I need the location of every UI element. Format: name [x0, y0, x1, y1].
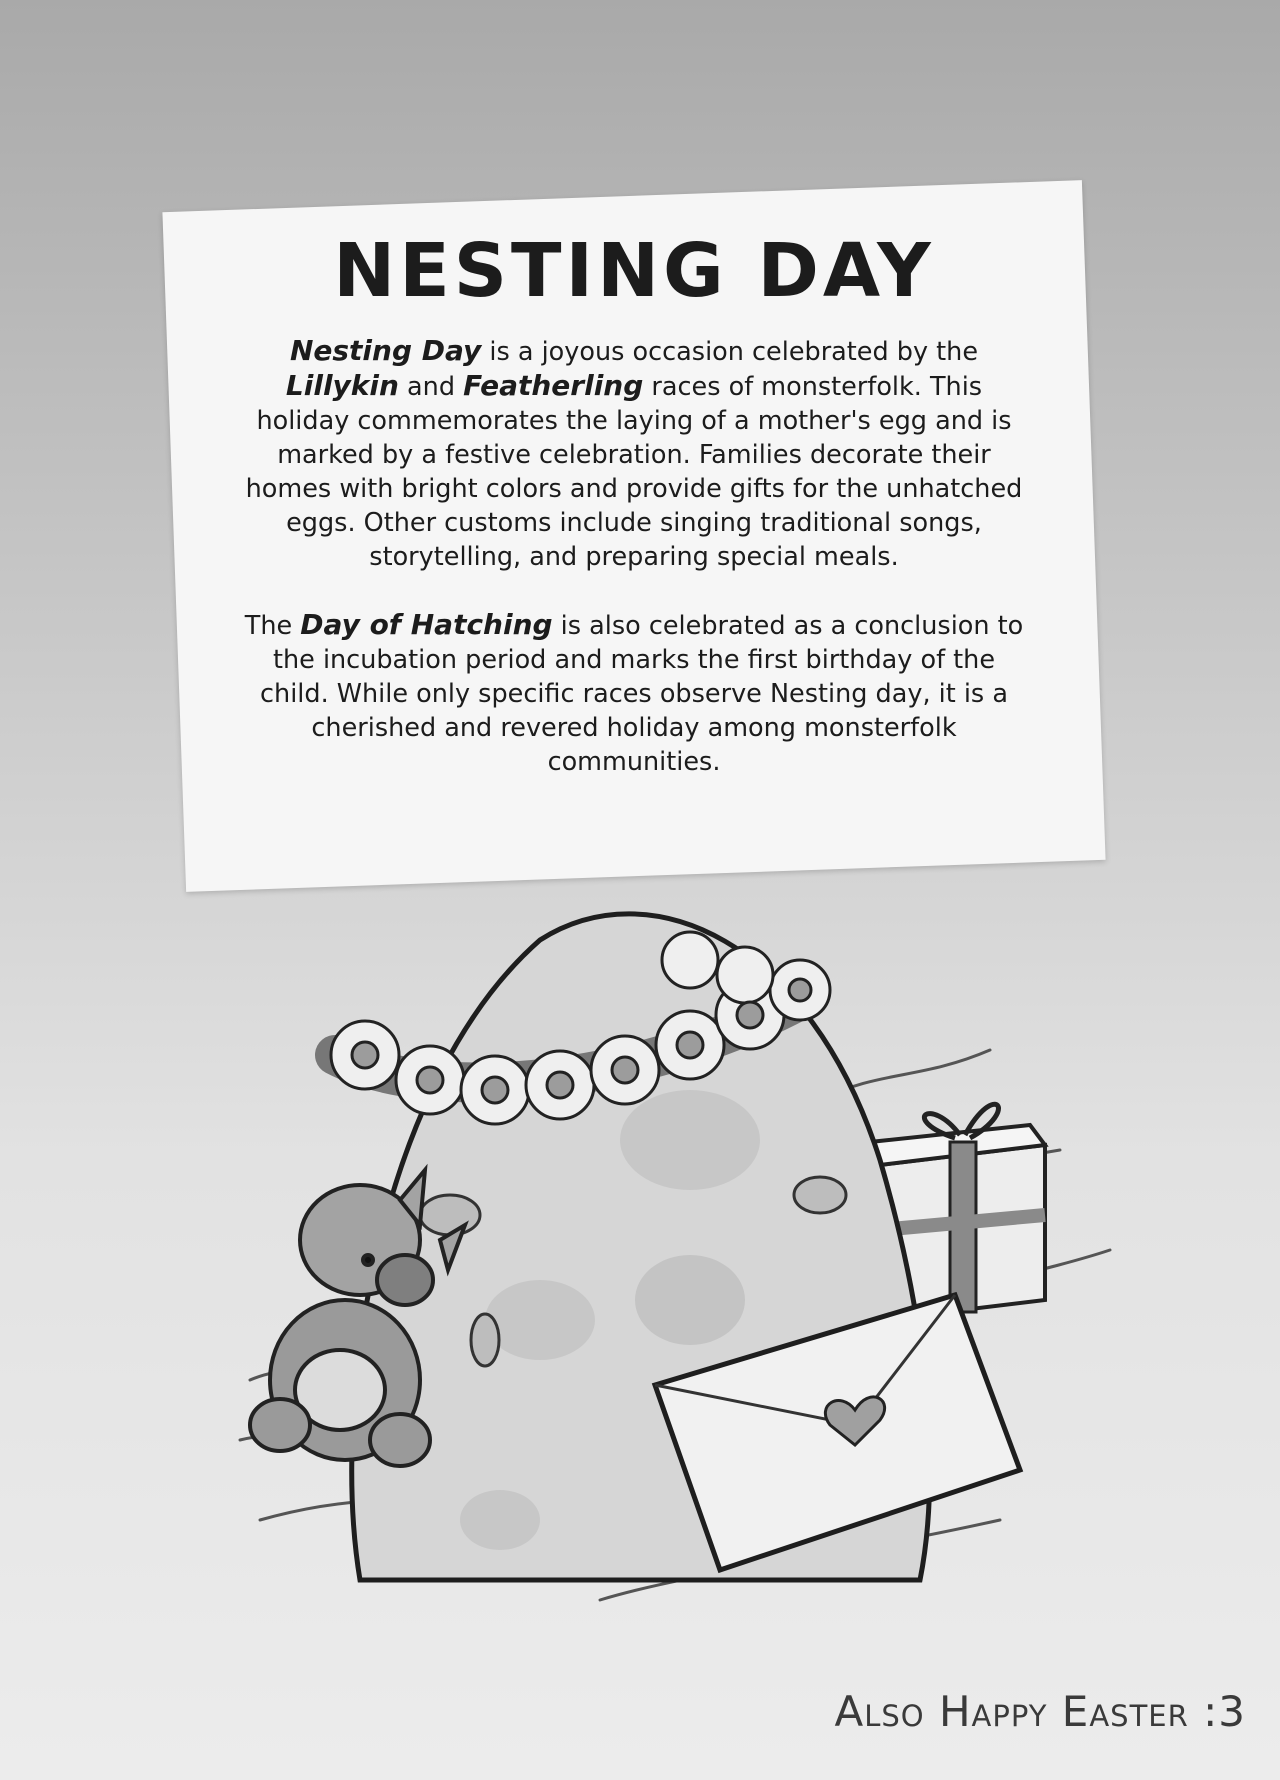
p2-text-b: is also celebrated as a conclusion to the incubation period and marks the first birthday of the child. While only specific races observe Nesting day, it is a cherished and revered holiday among monsterfolk communities.	[260, 611, 1024, 777]
p1-text-b: and	[398, 372, 464, 402]
info-card	[162, 180, 1105, 892]
p1-text-a: is a joyous occasion celebrated by the	[481, 337, 979, 367]
p1-text-c: races of monsterfolk. This holiday commemorates the laying of a mother's egg and is marked by a festive celebration. Families decorate their homes with bright colors and provide gifts for the unhatched eggs. Other customs include singing traditional songs, storytelling, and preparing special meals.	[245, 372, 1023, 572]
term-lillykin: Lillykin	[285, 369, 399, 402]
term-day-of-hatching: Day of Hatching	[300, 608, 553, 641]
term-nesting-day: Nesting Day	[289, 334, 482, 367]
footer-note: Also Happy Easter :3	[834, 1687, 1246, 1736]
egg-illustration	[0, 880, 1280, 1640]
term-featherling: Featherling	[463, 369, 644, 402]
paragraph-2	[239, 608, 1029, 779]
card-body	[239, 334, 1029, 779]
info-card-content	[174, 196, 1094, 876]
p2-text-a: The	[244, 611, 301, 641]
card-title: NESTING DAY	[333, 228, 935, 314]
paragraph-1	[239, 334, 1029, 574]
